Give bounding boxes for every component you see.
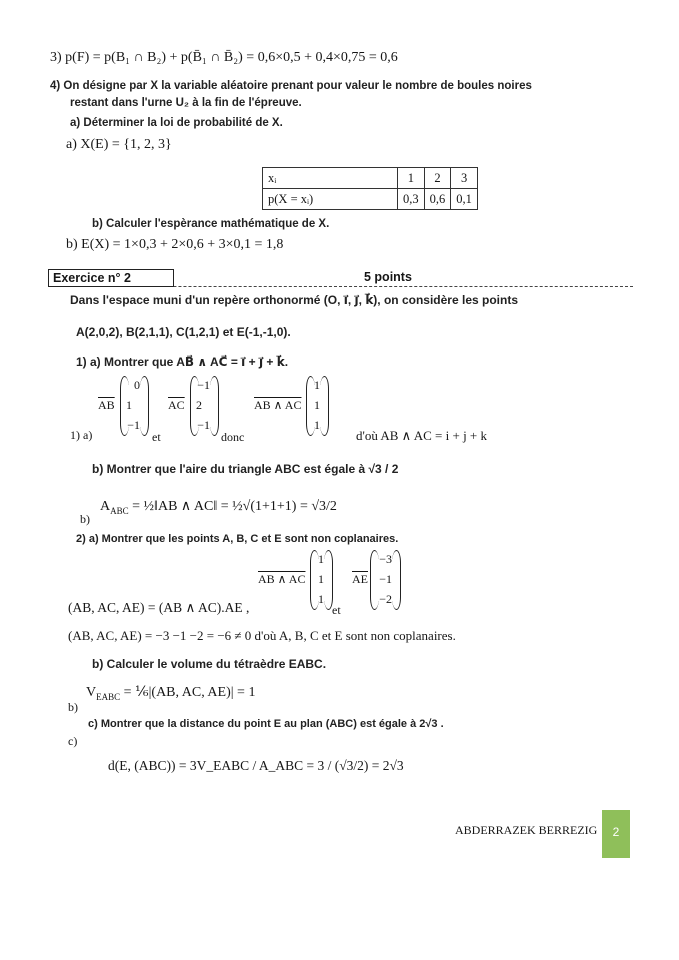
vector-ab-label: $\overline{AB}$	[98, 398, 115, 412]
vector-ac-label: $\overline{AC}$	[168, 398, 185, 412]
q4-statement: 4) On désigne par X la variable aléatoire prenant pour valeur le nombre de boules noires	[50, 80, 532, 92]
volume-formula	[86, 684, 255, 702]
vector-ae-x: −3	[379, 552, 392, 566]
vector-cross2-z: 1	[318, 592, 324, 606]
area-eq: = ½‖AB ∧ AC‖ = ½√(1+1+1) = √3/2	[132, 499, 337, 514]
vector-cross-x: 1	[314, 378, 320, 392]
vector-ab	[98, 376, 158, 438]
word-et: et	[152, 430, 161, 444]
vector-ac	[168, 376, 228, 438]
mixed-product-def: (AB, AC, AE) = (AB ∧ AC).AE ,	[68, 600, 250, 615]
q1a-label: 1) a)	[70, 428, 93, 442]
area-formula	[100, 498, 337, 516]
points-list: A(2,0,2), B(2,1,1), C(1,2,1) et E(-1,-1,0).	[76, 325, 291, 339]
mixed-product-value: (AB, AC, AE) = −3 −1 −2 = −6 ≠ 0 d'où A, B, C et E sont non coplanaires.	[68, 628, 456, 643]
footer-author: ABDERRAZEK BERREZIG	[455, 823, 598, 837]
vector-cross-y: 1	[314, 398, 320, 412]
word-donc: donc	[221, 430, 245, 444]
exercise-title: Exercice n° 2	[48, 269, 174, 287]
exercise-points: 5 points	[364, 270, 412, 284]
paren	[324, 550, 333, 610]
area-lhs: A	[100, 499, 111, 514]
volume-eq: = ⅙|(AB, AC, AE)| = 1	[123, 685, 256, 700]
q1b-title: b) Montrer que l'aire du triangle ABC est égale à √3 / 2	[92, 462, 399, 476]
q2c-label: c)	[68, 734, 78, 748]
paren	[140, 376, 149, 436]
table-cell: 0,3	[398, 189, 425, 210]
word-et-2: et	[332, 603, 341, 617]
q1b-label: b)	[80, 512, 90, 526]
table-cell: 1	[398, 168, 425, 189]
volume-lhs: V	[86, 685, 97, 700]
table-cell: 2	[424, 168, 451, 189]
table-cell: 0,6	[424, 189, 451, 210]
vector-ab-x: 0	[134, 378, 140, 392]
vector-ac-z: −1	[197, 418, 210, 432]
vector-ab-z: −1	[127, 418, 140, 432]
area-sub: ABC	[110, 505, 129, 516]
vector-cross2-y: 1	[318, 572, 324, 586]
exercise-intro: Dans l'espace muni d'un repère orthonormé (O, i⃗, j⃗, k⃗), on considère les points	[70, 293, 518, 307]
distance-formula: d(E, (ABC)) = 3V_EABC / A_ABC = 3 / (√3/2) = 2√3	[108, 758, 404, 773]
q2b-label: b)	[68, 700, 78, 714]
q2a-title: 2) a) Montrer que les points A, B, C et E sont non coplanaires.	[76, 533, 399, 545]
q2c-title: c) Montrer que la distance du point E au plan (ABC) est égale à 2√3 .	[88, 718, 444, 730]
vector-ae-label: $\overline{AE}$	[352, 572, 368, 586]
vector-cross-z: 1	[314, 418, 320, 432]
q4a-title: a) Déterminer la loi de probabilité de X.	[70, 117, 283, 129]
volume-sub: EABC	[96, 691, 121, 702]
cross-conclusion: d'où AB ∧ AC = i + j + k	[356, 428, 488, 443]
vector-ab-y: 1	[126, 398, 132, 412]
table-header-x: xᵢ	[263, 168, 398, 189]
vector-ac-y: 2	[196, 398, 202, 412]
vector-cross-label: AB ∧ AC	[254, 398, 302, 412]
q4b-answer: b) E(X) = 1×0,3 + 2×0,6 + 3×0,1 = 1,8	[66, 237, 284, 252]
q4a-answer: a) X(E) = {1, 2, 3}	[66, 137, 172, 152]
vector-ae	[352, 550, 412, 612]
paren	[392, 550, 401, 610]
table-cell: 3	[451, 168, 478, 189]
vector-ac-x: −1	[197, 378, 210, 392]
table-header-p: p(X = xᵢ)	[263, 189, 398, 210]
vector-ae-z: −2	[379, 592, 392, 606]
vector-cross	[254, 376, 334, 438]
vector-cross2-label: AB ∧ AC	[258, 572, 306, 586]
paren	[320, 376, 329, 436]
vector-ae-y: −1	[379, 572, 392, 586]
vector-cross-2	[258, 550, 338, 612]
page-number: 2	[602, 810, 630, 858]
q3-answer: 3) p(F) = p(B₁ ∩ B₂) + p(B̄₁ ∩ B̄₂) = 0,6×0,5 + 0,4×0,75 = 0,6	[50, 50, 398, 65]
paren	[210, 376, 219, 436]
q2b-title: b) Calculer le volume du tétraèdre EABC.	[92, 657, 327, 671]
table-cell: 0,1	[451, 189, 478, 210]
q4-statement-cont: restant dans l'urne U₂ à la fin de l'épreuve.	[70, 97, 302, 109]
vector-cross2-x: 1	[318, 552, 324, 566]
q1a-title: 1) a) Montrer que AB⃗ ∧ AC⃗ = i⃗ + j⃗ + k⃗.	[76, 355, 289, 369]
q4b-title: b) Calculer l'espèrance mathématique de X.	[92, 218, 330, 230]
probability-law-table	[262, 167, 478, 210]
